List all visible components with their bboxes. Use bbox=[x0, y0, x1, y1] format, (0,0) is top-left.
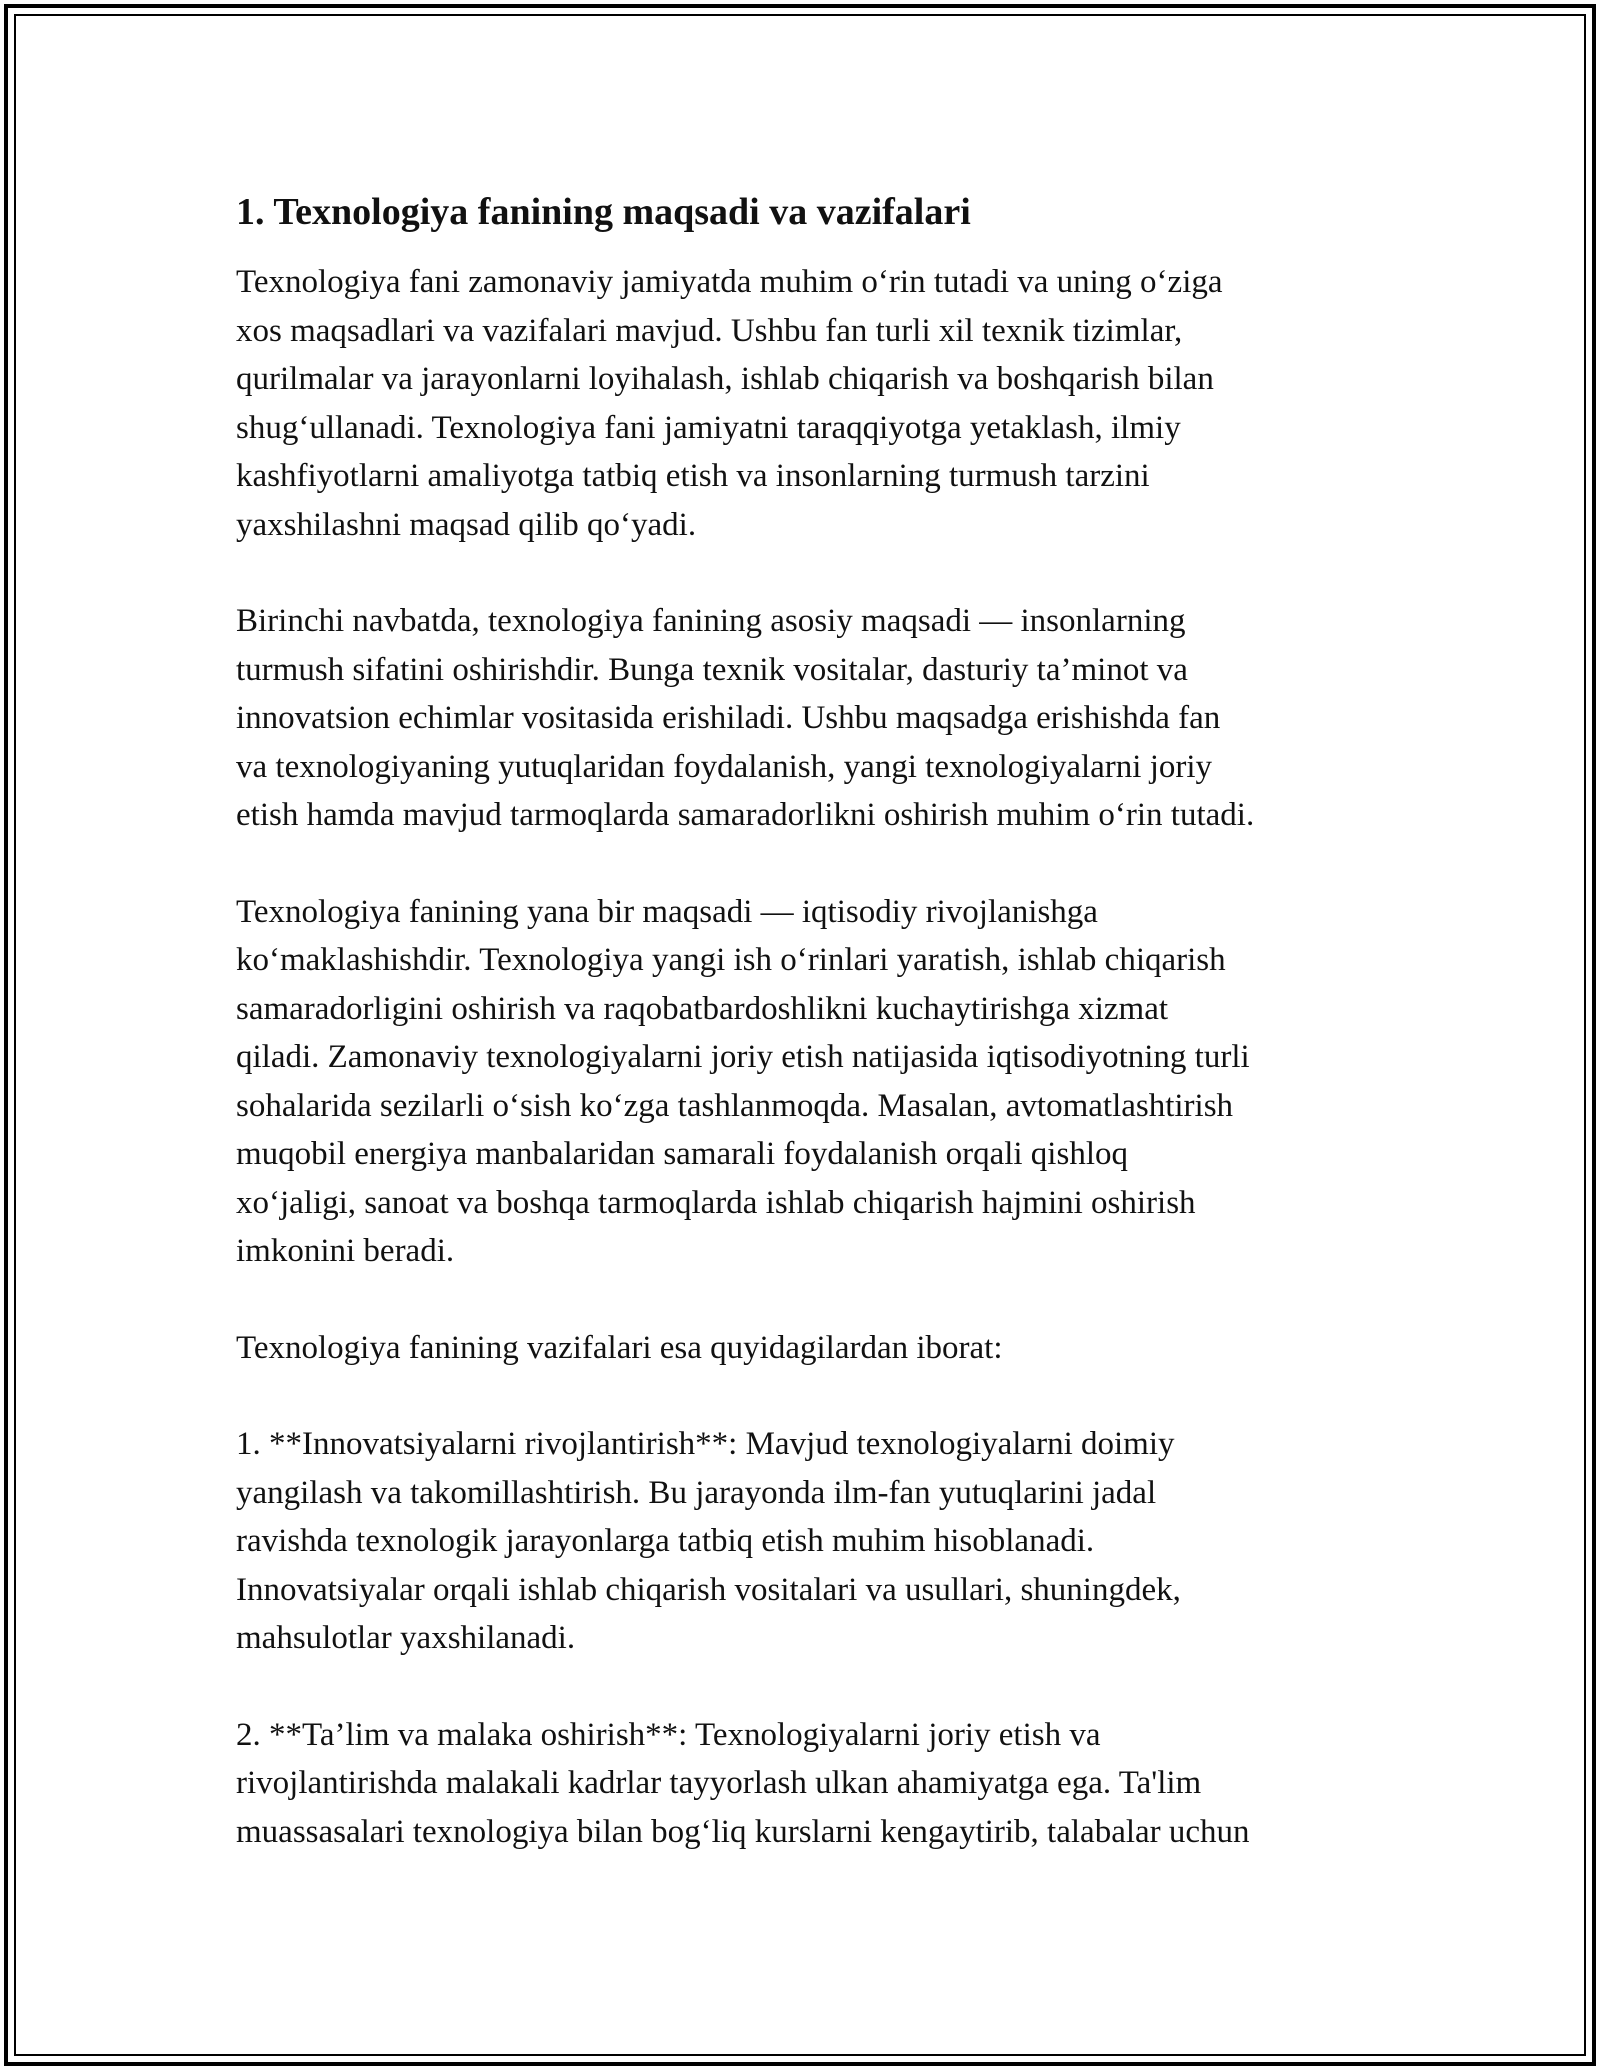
paragraph-line: ko‘maklashishdir. Texnologiya yangi ish o‘rinlari yaratish, ishlab chiqarish bbox=[236, 942, 1226, 978]
section-heading: 1. Texnologiya fanining maqsadi va vazifalari bbox=[236, 191, 971, 233]
paragraph-line: rivojlantirishda malakali kadrlar tayyorlash ulkan ahamiyatga ega. Ta'lim bbox=[236, 1765, 1202, 1801]
paragraph-line: mahsulotlar yaxshilanadi. bbox=[236, 1620, 576, 1656]
paragraph-list bbox=[236, 258, 1396, 1856]
paragraph-line: ravishda texnologik jarayonlarga tatbiq etish muhim hisoblanadi. bbox=[236, 1523, 1095, 1559]
paragraph-line: etish hamda mavjud tarmoqlarda samaradorlikni oshirish muhim o‘rin tutadi. bbox=[236, 797, 1255, 833]
paragraph-line: Innovatsiyalar orqali ishlab chiqarish vositalari va usullari, shuningdek, bbox=[236, 1571, 1181, 1608]
paragraph-line: 2. **Ta’lim va malaka oshirish**: Texnologiyalarni joriy etish va bbox=[236, 1716, 1101, 1753]
paragraph-line: qiladi. Zamonaviy texnologiyalarni joriy etish natijasida iqtisodiyotning turli bbox=[236, 1039, 1250, 1075]
paragraph bbox=[236, 1324, 1396, 1373]
paragraph-line: xo‘jaligi, sanoat va boshqa tarmoqlarda ishlab chiqarish hajmini oshirish bbox=[236, 1184, 1196, 1221]
paragraph-line: 1. **Innovatsiyalarni rivojlantirish**: Mavjud texnologiyalarni doimiy bbox=[236, 1426, 1175, 1462]
paragraph bbox=[236, 888, 1396, 1276]
paragraph-line: imkonini beradi. bbox=[236, 1233, 455, 1269]
paragraph-line: yangilash va takomillashtirish. Bu jarayonda ilm-fan yutuqlarini jadal bbox=[236, 1474, 1157, 1511]
paragraph-line: muqobil energiya manbalaridan samarali foydalanish orqali qishloq bbox=[236, 1136, 1128, 1172]
paragraph-line: Texnologiya fani zamonaviy jamiyatda muhim o‘rin tutadi va uning o‘ziga bbox=[236, 264, 1223, 300]
paragraph bbox=[236, 258, 1396, 549]
paragraph-line: va texnologiyaning yutuqlaridan foydalanish, yangi texnologiyalarni joriy bbox=[236, 748, 1213, 785]
paragraph bbox=[236, 1420, 1396, 1663]
paragraph-line: shug‘ullanadi. Texnologiya fani jamiyatni taraqqiyotga yetaklash, ilmiy bbox=[236, 409, 1181, 446]
paragraph-line: sohalarida sezilarli o‘sish ko‘zga tashlanmoqda. Masalan, avtomatlashtirish bbox=[236, 1087, 1234, 1124]
paragraph-line: yaxshilashni maqsad qilib qo‘yadi. bbox=[236, 506, 697, 543]
paragraph-line: turmush sifatini oshirishdir. Bunga texnik vositalar, dasturiy ta’minot va bbox=[236, 651, 1188, 688]
paragraph bbox=[236, 1711, 1396, 1857]
paragraph-line: muassasalari texnologiya bilan bog‘liq kurslarni kengaytirib, talabalar uchun bbox=[236, 1813, 1250, 1850]
paragraph bbox=[236, 597, 1396, 840]
paragraph-line: samaradorligini oshirish va raqobatbardoshlikni kuchaytirishga xizmat bbox=[236, 990, 1169, 1027]
paragraph-line: Texnologiya fanining yana bir maqsadi — iqtisodiy rivojlanishga bbox=[236, 893, 1098, 930]
paragraph-line: kashfiyotlarni amaliyotga tatbiq etish va insonlarning turmush tarzini bbox=[236, 458, 1150, 494]
paragraph-line: xos maqsadlari va vazifalari mavjud. Ushbu fan turli xil texnik tizimlar, bbox=[236, 312, 1183, 349]
paragraph-line: Texnologiya fanining vazifalari esa quyidagilardan iborat: bbox=[236, 1329, 1003, 1366]
document-body bbox=[236, 186, 1396, 1904]
paragraph-line: Birinchi navbatda, texnologiya fanining asosiy maqsadi — insonlarning bbox=[236, 603, 1186, 639]
paragraph-line: qurilmalar va jarayonlarni loyihalash, ishlab chiqarish va boshqarish bilan bbox=[236, 361, 1214, 397]
paragraph-line: innovatsion echimlar vositasida erishiladi. Ushbu maqsadga erishishda fan bbox=[236, 700, 1221, 736]
